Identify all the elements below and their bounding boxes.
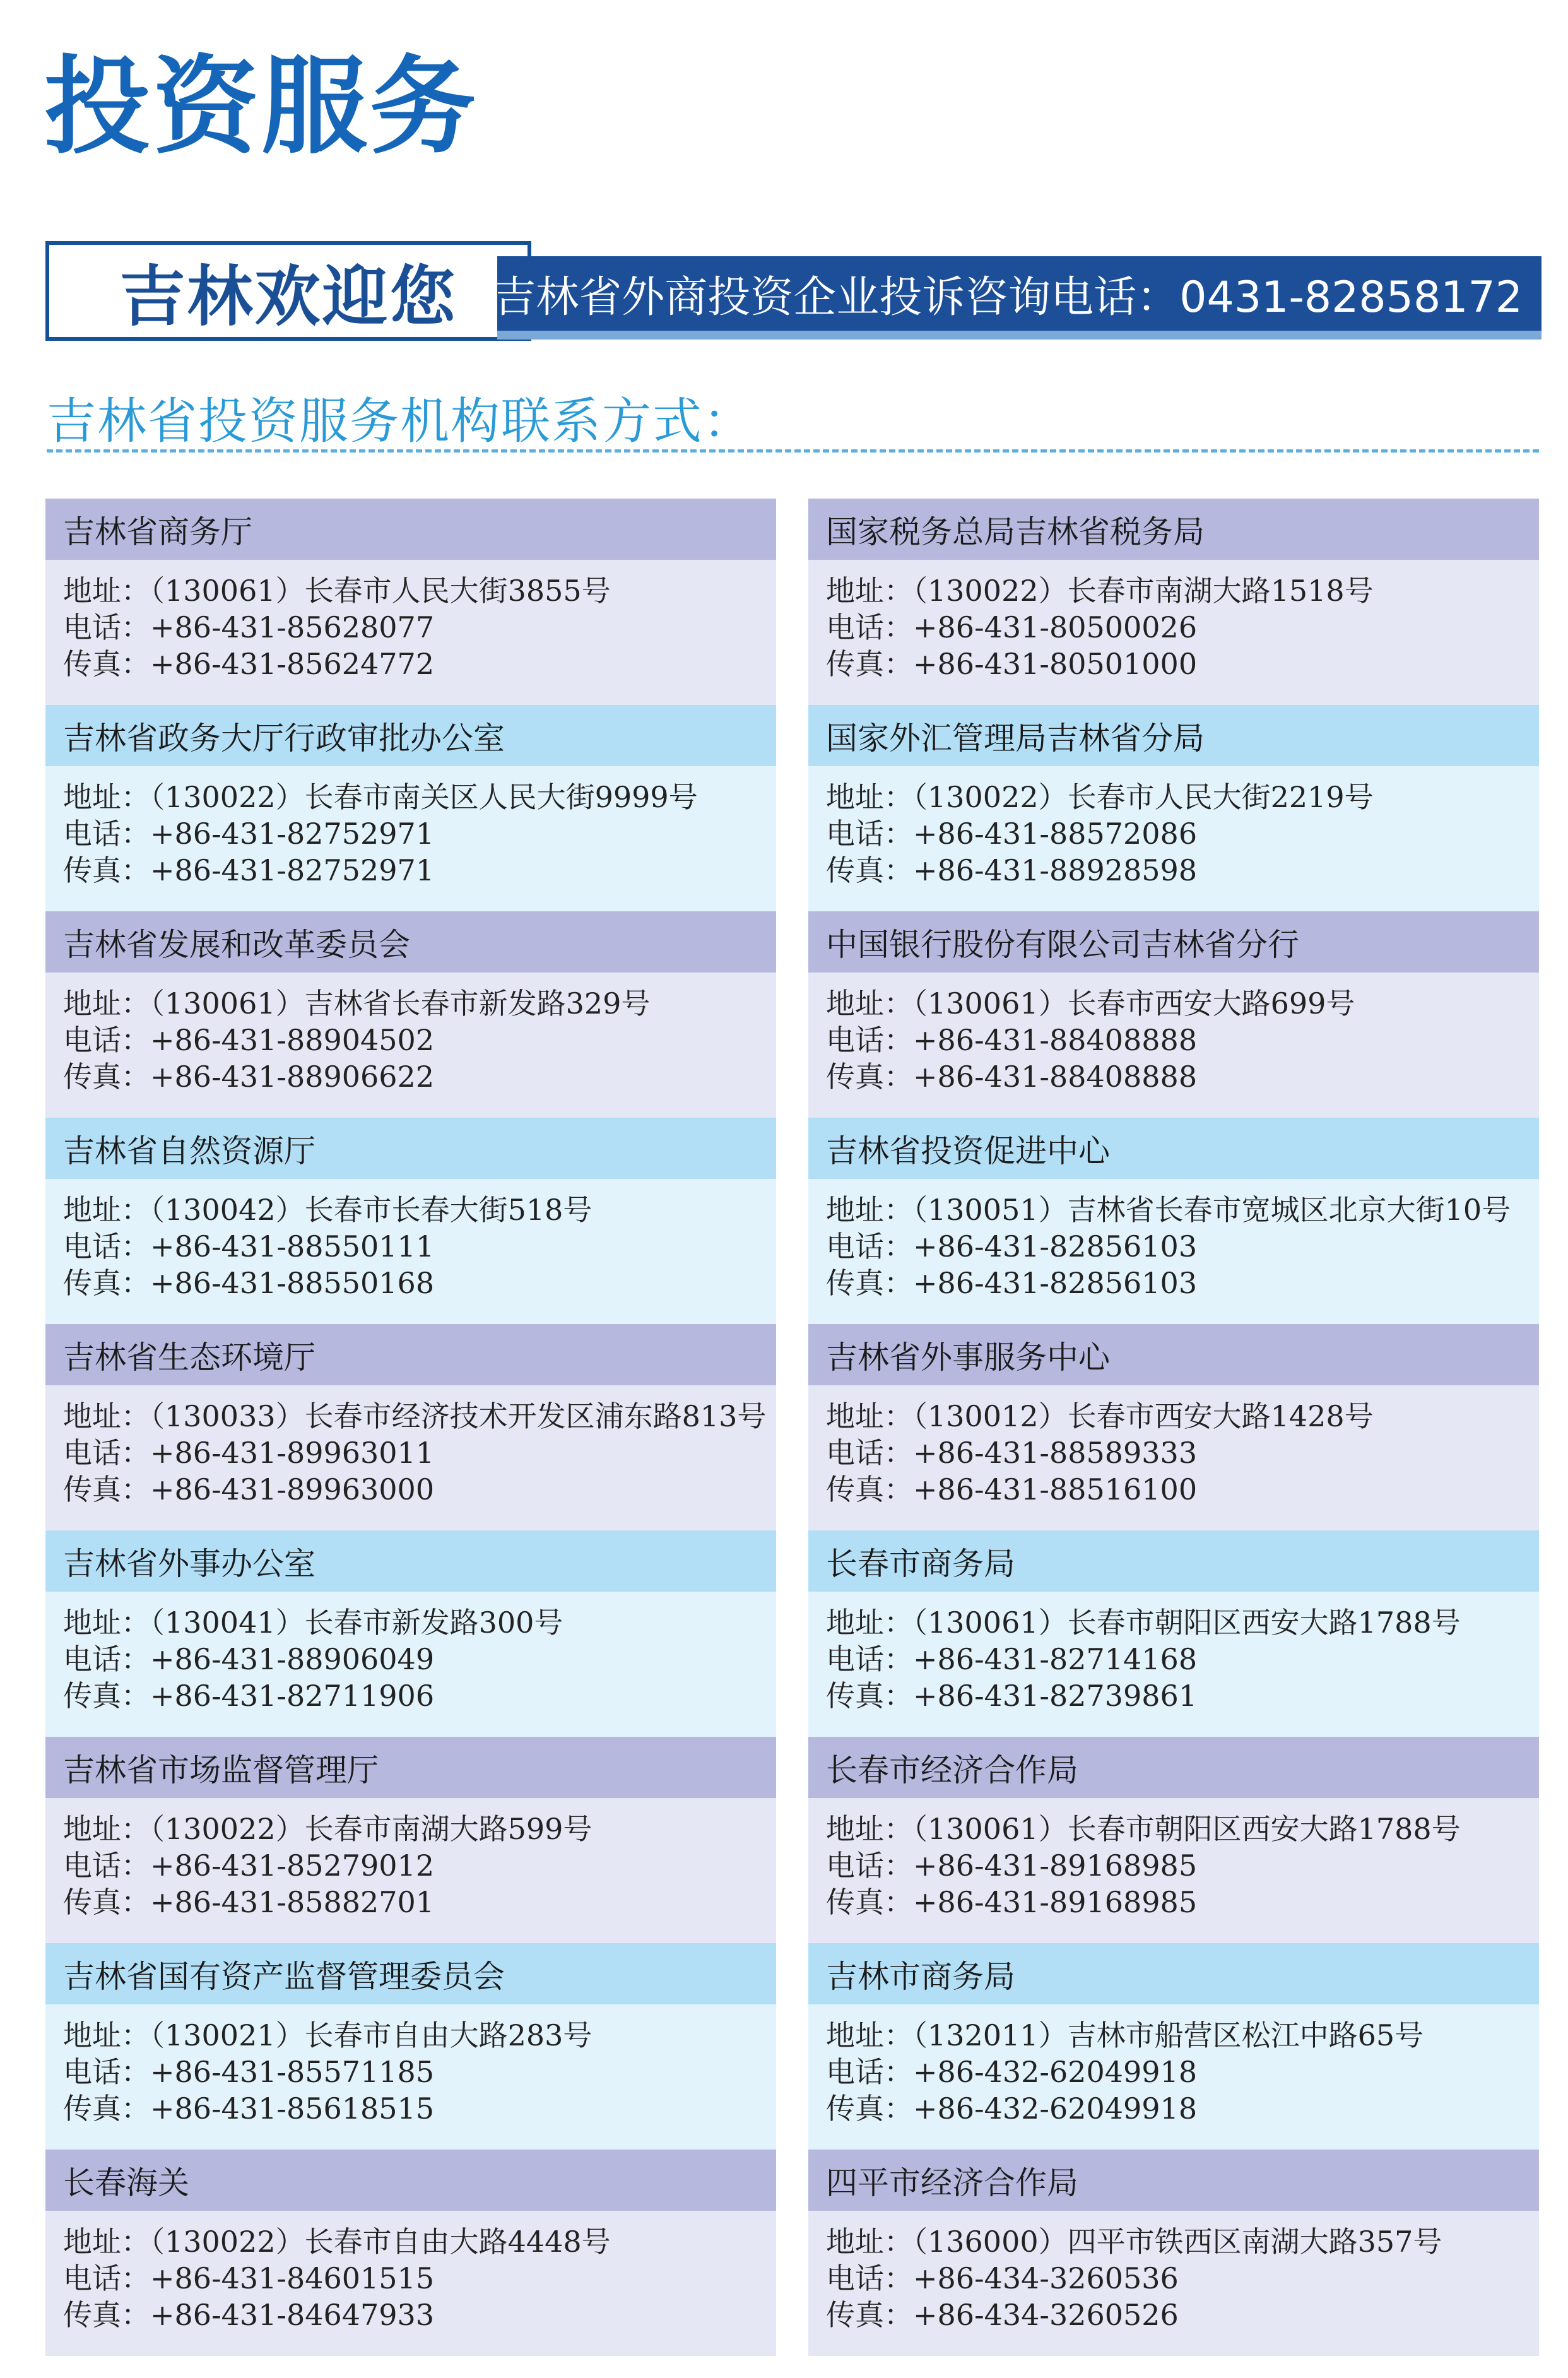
agency-name: 长春市经济合作局 <box>808 1737 1539 1798</box>
agency-phone-label: 电话： <box>63 817 150 851</box>
agency-phone-line <box>63 1228 776 1265</box>
agency-name: 吉林省外事服务中心 <box>808 1324 1539 1385</box>
agency-phone: +86-431-85628077 <box>150 610 435 644</box>
agency-name: 国家外汇管理局吉林省分局 <box>808 705 1539 766</box>
welcome-banner <box>45 241 531 341</box>
agency-address-label: 地址： <box>63 1606 150 1640</box>
agency-contact <box>45 766 776 911</box>
agency-fax: +86-431-89963000 <box>150 1472 435 1506</box>
agency-contact <box>45 1592 776 1737</box>
agency-card <box>45 1943 776 2150</box>
agency-phone-label: 电话： <box>63 1436 150 1470</box>
agency-fax-label: 传真： <box>826 1266 913 1300</box>
agency-phone-line <box>826 2260 1539 2297</box>
agency-fax: +86-431-85618515 <box>150 2091 435 2126</box>
agency-phone: +86-431-89963011 <box>150 1436 435 1470</box>
agency-phone: +86-431-84601515 <box>150 2261 435 2295</box>
agency-address-label: 地址： <box>63 574 150 608</box>
agency-address-label: 地址： <box>63 2018 150 2052</box>
agency-address: （130022）长春市南湖大路1518号 <box>913 574 1374 608</box>
agency-phone-line <box>63 2054 776 2090</box>
agency-address: （130061）长春市西安大路699号 <box>913 986 1355 1020</box>
agency-fax: +86-431-82856103 <box>913 1266 1198 1300</box>
agency-name: 吉林省外事办公室 <box>45 1530 776 1592</box>
agency-fax-line <box>826 2297 1539 2333</box>
agency-contact <box>45 1385 776 1530</box>
agency-fax-line <box>826 1058 1539 1095</box>
agency-address-line <box>63 779 776 815</box>
agency-phone-label: 电话： <box>63 1229 150 1263</box>
agency-address-label: 地址： <box>826 1812 913 1846</box>
agency-fax-label: 传真： <box>63 1885 150 1919</box>
agency-phone-line <box>826 1641 1539 1677</box>
agency-address-line <box>63 1604 776 1641</box>
agency-name: 国家税务总局吉林省税务局 <box>808 499 1539 560</box>
agency-address-label: 地址： <box>826 1193 913 1227</box>
agency-contact <box>808 1592 1539 1737</box>
agency-fax-line <box>826 2090 1539 2127</box>
agency-name: 长春市商务局 <box>808 1530 1539 1592</box>
agency-address-line <box>826 985 1539 1022</box>
agency-phone-line <box>826 1434 1539 1471</box>
agency-card <box>45 911 776 1118</box>
agency-fax-line <box>63 1471 776 1508</box>
agency-card <box>808 1530 1539 1737</box>
agency-address-label: 地址： <box>826 2225 913 2259</box>
agency-contact <box>808 1385 1539 1530</box>
agency-phone: +86-431-88906049 <box>150 1642 435 1676</box>
agency-fax-label: 传真： <box>826 647 913 681</box>
agency-name: 吉林省投资促进中心 <box>808 1118 1539 1179</box>
agency-contact <box>45 2004 776 2150</box>
agency-address-label: 地址： <box>63 780 150 814</box>
section-subtitle: 吉林省投资服务机构联系方式： <box>47 393 754 450</box>
agency-phone-label: 电话： <box>826 1642 913 1676</box>
agency-phone: +86-431-88589333 <box>913 1436 1198 1470</box>
agency-fax: +86-431-88550168 <box>150 1266 435 1300</box>
agency-fax-label: 传真： <box>63 1266 150 1300</box>
agency-name: 四平市经济合作局 <box>808 2150 1539 2211</box>
agency-phone: +86-432-62049918 <box>913 2055 1198 2089</box>
agency-card <box>808 499 1539 705</box>
agency-address: （130051）吉林省长春市宽城区北京大街10号 <box>913 1193 1511 1227</box>
agency-card <box>808 1943 1539 2150</box>
agency-fax: +86-431-88906622 <box>150 1060 435 1094</box>
agency-address: （132011）吉林市船营区松江中路65号 <box>913 2018 1424 2052</box>
agency-address-line <box>826 1604 1539 1641</box>
agency-phone-label: 电话： <box>63 2261 150 2295</box>
agency-fax-line <box>63 1884 776 1920</box>
agency-phone-label: 电话： <box>826 1849 913 1883</box>
agency-fax-label: 传真： <box>826 2091 913 2126</box>
agency-phone-label: 电话： <box>63 610 150 644</box>
agency-phone: +86-431-82752971 <box>150 817 435 851</box>
agency-address-label: 地址： <box>826 1399 913 1433</box>
hotline-underline <box>497 331 1541 340</box>
agency-contact <box>45 1798 776 1943</box>
agency-address-label: 地址： <box>63 1812 150 1846</box>
agency-contact <box>45 560 776 705</box>
agency-card <box>45 2150 776 2356</box>
agency-phone: +86-431-88408888 <box>913 1023 1198 1057</box>
agency-address: （130022）长春市自由大路4448号 <box>150 2225 611 2259</box>
agency-fax-line <box>63 646 776 682</box>
agency-phone-label: 电话： <box>63 1849 150 1883</box>
agency-address: （130061）长春市朝阳区西安大路1788号 <box>913 1606 1461 1640</box>
agency-fax-label: 传真： <box>826 1472 913 1506</box>
agency-fax-line <box>63 1265 776 1301</box>
agency-fax-label: 传真： <box>63 1679 150 1713</box>
agency-name: 吉林市商务局 <box>808 1943 1539 2004</box>
agency-card <box>808 1324 1539 1530</box>
agency-fax-line <box>63 2297 776 2333</box>
agency-fax-line <box>63 1677 776 1714</box>
agency-address-label: 地址： <box>826 780 913 814</box>
agency-card <box>45 499 776 705</box>
agency-address-line <box>63 572 776 609</box>
agency-fax-label: 传真： <box>826 1060 913 1094</box>
agency-address-label: 地址： <box>826 574 913 608</box>
agency-fax: +86-431-88408888 <box>913 1060 1198 1094</box>
agency-address-line <box>63 1192 776 1228</box>
agency-address: （130021）长春市自由大路283号 <box>150 2018 592 2052</box>
agency-fax-label: 传真： <box>63 647 150 681</box>
agency-address-line <box>826 572 1539 609</box>
agency-name: 长春海关 <box>45 2150 776 2211</box>
agency-address: （136000）四平市铁西区南湖大路357号 <box>913 2225 1442 2259</box>
agency-phone-line <box>63 2260 776 2297</box>
agency-fax-label: 传真： <box>63 2091 150 2126</box>
agency-card <box>808 1118 1539 1324</box>
agency-contact <box>808 560 1539 705</box>
agency-contact <box>808 2004 1539 2150</box>
right-column <box>808 499 1539 2356</box>
agency-address: （130061）长春市朝阳区西安大路1788号 <box>913 1812 1461 1846</box>
agency-address: （130012）长春市西安大路1428号 <box>913 1399 1374 1433</box>
agency-fax: +86-431-80501000 <box>913 647 1198 681</box>
agency-phone-line <box>826 1022 1539 1058</box>
agency-phone: +86-431-85279012 <box>150 1849 435 1883</box>
agency-phone-label: 电话： <box>63 2055 150 2089</box>
agency-contact <box>808 1179 1539 1324</box>
agency-phone-line <box>63 1847 776 1884</box>
agency-phone: +86-434-3260536 <box>913 2261 1179 2295</box>
agency-fax-line <box>826 852 1539 889</box>
agency-address-line <box>826 1811 1539 1847</box>
agency-fax-line <box>63 1058 776 1095</box>
agency-phone-line <box>826 1847 1539 1884</box>
agency-card <box>808 911 1539 1118</box>
agency-fax: +86-431-85624772 <box>150 647 435 681</box>
agency-address: （130041）长春市新发路300号 <box>150 1606 563 1640</box>
agency-address-label: 地址： <box>63 1193 150 1227</box>
agency-card <box>808 705 1539 911</box>
agency-name: 吉林省政务大厅行政审批办公室 <box>45 705 776 766</box>
agency-phone: +86-431-89168985 <box>913 1849 1198 1883</box>
agency-address: （130033）长春市经济技术开发区浦东路813号 <box>150 1399 767 1433</box>
agency-phone-label: 电话： <box>826 817 913 851</box>
agency-card <box>808 2150 1539 2356</box>
agency-phone: +86-431-80500026 <box>913 610 1198 644</box>
agency-name: 吉林省市场监督管理厅 <box>45 1737 776 1798</box>
agency-phone-label: 电话： <box>826 1023 913 1057</box>
agency-address-line <box>826 1398 1539 1434</box>
agency-name: 吉林省自然资源厅 <box>45 1118 776 1179</box>
welcome-text: 吉林欢迎您 <box>119 258 457 335</box>
agency-card <box>45 1530 776 1737</box>
page-title: 投资服务 <box>44 45 478 169</box>
agency-phone-line <box>63 609 776 646</box>
dashed-divider <box>47 449 1539 453</box>
agency-phone-label: 电话： <box>826 610 913 644</box>
complaint-hotline: 吉林省外商投资企业投诉咨询电话：0431-82858172 <box>497 256 1541 331</box>
agency-fax: +86-431-85882701 <box>150 1885 435 1919</box>
agency-address-line <box>826 2017 1539 2054</box>
agency-contact <box>45 1179 776 1324</box>
agency-phone-line <box>826 2054 1539 2090</box>
agency-address-line <box>826 779 1539 815</box>
agency-phone-line <box>63 1022 776 1058</box>
agency-fax-line <box>826 646 1539 682</box>
agency-fax-label: 传真： <box>63 1472 150 1506</box>
agency-card <box>45 705 776 911</box>
agency-address-label: 地址： <box>63 986 150 1020</box>
agency-fax-label: 传真： <box>826 853 913 887</box>
agency-address: （130061）长春市人民大街3855号 <box>150 574 611 608</box>
agency-phone: +86-431-88904502 <box>150 1023 435 1057</box>
agency-address-line <box>63 1398 776 1434</box>
agency-fax: +86-431-84647933 <box>150 2298 435 2332</box>
agency-fax-label: 传真： <box>63 2298 150 2332</box>
agency-name: 吉林省生态环境厅 <box>45 1324 776 1385</box>
agency-fax-label: 传真： <box>826 1679 913 1713</box>
agency-address-label: 地址： <box>826 2018 913 2052</box>
agency-phone-label: 电话： <box>826 1229 913 1263</box>
agency-card <box>808 1737 1539 1943</box>
agency-contact <box>808 973 1539 1118</box>
agency-fax: +86-432-62049918 <box>913 2091 1198 2126</box>
agency-address-line <box>63 1811 776 1847</box>
agency-contact <box>808 766 1539 911</box>
agency-phone-label: 电话： <box>63 1023 150 1057</box>
agency-address: （130022）长春市南湖大路599号 <box>150 1812 592 1846</box>
agency-address-label: 地址： <box>63 1399 150 1433</box>
agency-address-label: 地址： <box>826 986 913 1020</box>
agency-name: 吉林省国有资产监督管理委员会 <box>45 1943 776 2004</box>
agency-phone-label: 电话： <box>826 1436 913 1470</box>
agency-phone-line <box>826 1228 1539 1265</box>
agency-address-label: 地址： <box>63 2225 150 2259</box>
agency-fax: +86-431-82752971 <box>150 853 435 887</box>
agency-phone: +86-431-82856103 <box>913 1229 1198 1263</box>
agency-phone-line <box>826 815 1539 852</box>
agency-phone-line <box>63 815 776 852</box>
agency-address-line <box>63 985 776 1022</box>
agency-phone: +86-431-88550111 <box>150 1229 435 1263</box>
agency-phone: +86-431-85571185 <box>150 2055 435 2089</box>
agency-phone: +86-431-82714168 <box>913 1642 1198 1676</box>
agency-name: 吉林省商务厅 <box>45 499 776 560</box>
agency-phone-label: 电话： <box>63 1642 150 1676</box>
agency-fax-line <box>826 1265 1539 1301</box>
agency-contact <box>45 2211 776 2356</box>
agency-fax-label: 传真： <box>826 2298 913 2332</box>
agency-fax: +86-431-88928598 <box>913 853 1198 887</box>
agency-fax-line <box>826 1884 1539 1920</box>
agency-phone-label: 电话： <box>826 2261 913 2295</box>
agency-fax-label: 传真： <box>826 1885 913 1919</box>
agency-fax: +86-431-82739861 <box>913 1679 1198 1713</box>
agency-address-line <box>826 2223 1539 2260</box>
agency-contact <box>808 2211 1539 2356</box>
agency-phone-line <box>63 1434 776 1471</box>
agency-fax-line <box>63 2090 776 2127</box>
agency-fax: +86-434-3260526 <box>913 2298 1179 2332</box>
agency-address-line <box>826 1192 1539 1228</box>
agency-contact <box>45 973 776 1118</box>
agency-fax-label: 传真： <box>63 853 150 887</box>
agency-fax-line <box>826 1471 1539 1508</box>
agency-address: （130022）长春市人民大街2219号 <box>913 780 1374 814</box>
agency-address: （130022）长春市南关区人民大街9999号 <box>150 780 698 814</box>
agency-card <box>45 1118 776 1324</box>
agency-contact <box>808 1798 1539 1943</box>
agency-fax: +86-431-88516100 <box>913 1472 1198 1506</box>
agency-phone: +86-431-88572086 <box>913 817 1198 851</box>
agency-phone-line <box>63 1641 776 1677</box>
agency-card <box>45 1737 776 1943</box>
agency-fax: +86-431-89168985 <box>913 1885 1198 1919</box>
agency-fax: +86-431-82711906 <box>150 1679 435 1713</box>
agency-phone-line <box>826 609 1539 646</box>
agency-name: 中国银行股份有限公司吉林省分行 <box>808 911 1539 973</box>
agency-address: （130042）长春市长春大街518号 <box>150 1193 592 1227</box>
agency-fax-label: 传真： <box>63 1060 150 1094</box>
agency-address: （130061）吉林省长春市新发路329号 <box>150 986 651 1020</box>
agency-address-line <box>63 2223 776 2260</box>
agency-address-line <box>63 2017 776 2054</box>
agency-fax-line <box>63 852 776 889</box>
agency-phone-label: 电话： <box>826 2055 913 2089</box>
agency-card <box>45 1324 776 1530</box>
agency-fax-line <box>826 1677 1539 1714</box>
agency-name: 吉林省发展和改革委员会 <box>45 911 776 973</box>
left-column <box>45 499 776 2356</box>
agency-address-label: 地址： <box>826 1606 913 1640</box>
